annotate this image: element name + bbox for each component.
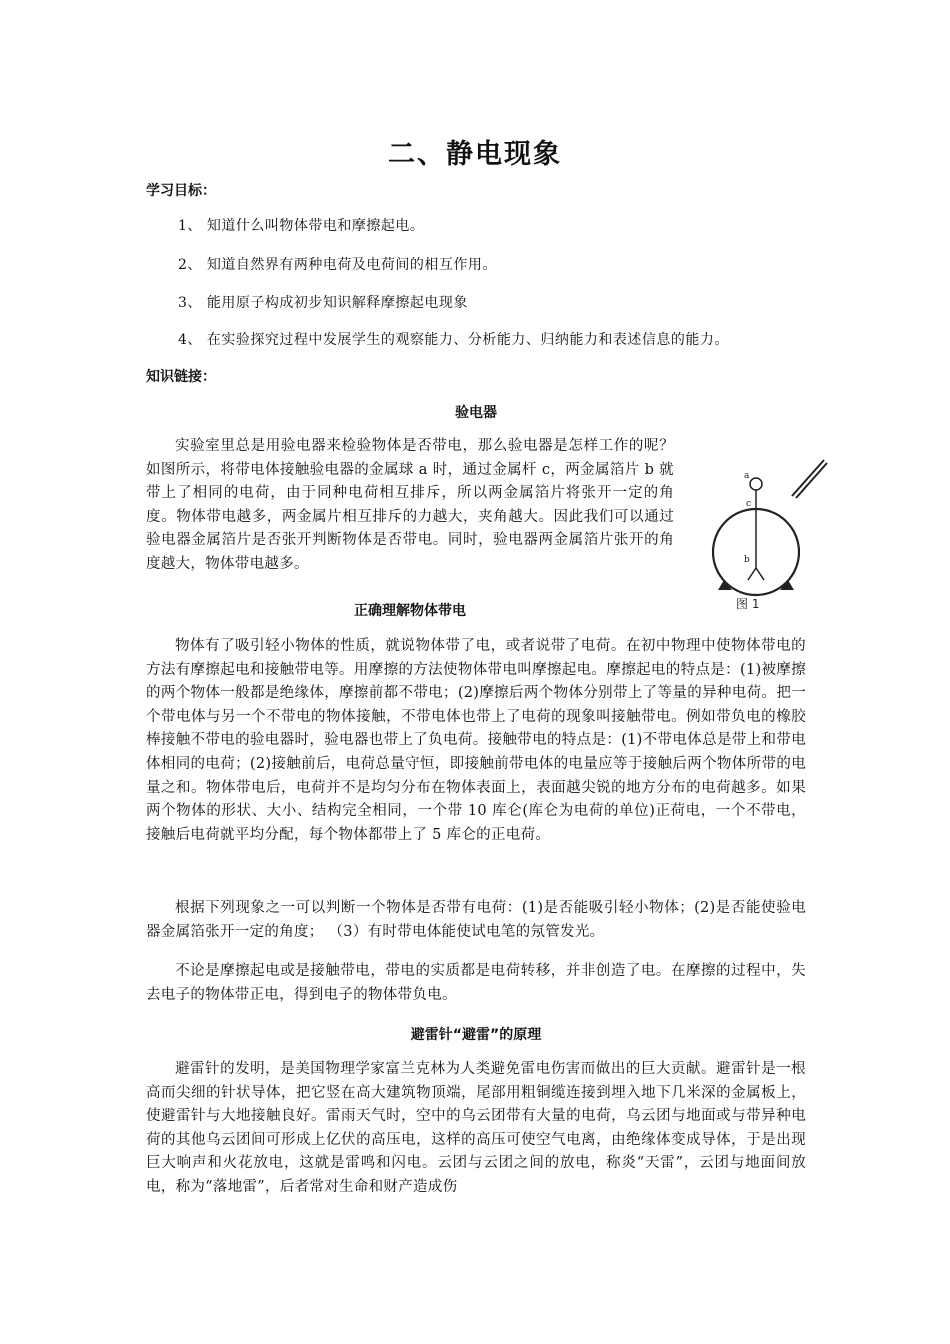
charging-paragraph-1: 物体有了吸引轻小物体的性质，就说物体带了电，或者说带了电荷。在初中物理中使物体带电的方法有摩擦起电和接触带电等。用摩擦的方法使物体带电叫摩擦起电。摩擦起电的特点是：(1)被摩擦的两个物体一般都是绝缘体，摩擦前都不带电；(2)摩擦后两个物体分别带上了等量的异种电荷。把一个带电体与另一个不带电的物体接触，不带电体也带上了电荷的现象叫接触带电。例如带负电的橡胶棒接触不带电的验电器时，验电器也带上了负电荷。接触带电的特点是：(1)不带电体总是带上和带电体相同的电荷；(2)接触前后，电荷总量守恒，即接触前带电体的电量应等于接触后两个物体所带的电量之和。物体带电后，电荷并不是均匀分布在物体表面上，表面越尖锐的地方分布的电荷越多。如果两个物体的形状、大小、结构完全相同，一个带 10 库仑(库仑为电荷的单位)正荷电，一个不带电，接触后电荷就平均分配，每个物体都带上了 5 库仑的正电荷。 <box>146 638 806 843</box>
electroscope-heading: 验电器 <box>455 405 497 421</box>
electroscope-figure <box>706 444 836 614</box>
charging-paragraph-2: 根据下列现象之一可以判断一个物体是否带有电荷：(1)是否能吸引轻小物体；(2)是否能使验电器金属箔张开一定的角度； （3）有时带电体能使试电笔的氖管发光。 <box>146 900 806 940</box>
figure-label-b: b <box>744 555 750 565</box>
charging-paragraph-3: 不论是摩擦起电或是接触带电，带电的实质都是电荷转移，并非创造了电。在摩擦的过程中，失去电子的物体带正电，得到电子的物体带负电。 <box>146 963 806 1003</box>
objective-item-2: 2、 知道自然界有两种电荷及电荷间的相互作用。 <box>178 257 497 273</box>
figure-label-a: a <box>744 471 750 481</box>
objectives-heading: 学习目标： <box>146 183 216 199</box>
knowledge-heading: 知识链接： <box>146 369 216 385</box>
objective-item-1: 1、 知道什么叫物体带电和摩擦起电。 <box>178 218 425 234</box>
lightning-rod-heading: 避雷针“避雷”的原理 <box>410 1027 542 1043</box>
charging-heading: 正确理解物体带电 <box>354 603 466 619</box>
objective-item-4: 4、 在实验探究过程中发展学生的观察能力、分析能力、归纳能力和表述信息的能力。 <box>178 332 729 348</box>
objective-item-3: 3、 能用原子构成初步知识解释摩擦起电现象 <box>178 295 468 311</box>
lightning-rod-paragraph: 避雷针的发明，是美国物理学家富兰克林为人类避免雷电伤害而做出的巨大贡献。避雷针是一根高而尖细的针状导体，把它竖在高大建筑物顶端，尾部用粗铜缆连接到埋入地下几米深的金属板上，使避雷针与大地接触良好。雷雨天气时，空中的乌云团带有大量的电荷，乌云团与地面或与带异种电荷的其他乌云团间可形成上亿伏的高压电，这样的高压可使空气电离，由绝缘体变成导体，于是出现巨大响声和火花放电，这就是雷鸣和闪电。云团与云团之间的放电，称炎“天雷”，云团与地面间放电，称为“落地雷”，后者常对生命和财产造成伤 <box>146 1061 806 1195</box>
figure-caption: 图 1 <box>736 597 760 611</box>
page-title: 二、静电现象 <box>388 139 562 170</box>
figure-label-c: c <box>746 499 752 509</box>
electroscope-paragraph: 实验室里总是用验电器来检验物体是否带电，那么验电器是怎样工作的呢？如图所示，将带电体接触验电器的金属球 a 时，通过金属杆 c，两金属箔片 b 就带上了相同的电荷，由于同种电荷相互排斥，所以两金属箔片将张开一定的角度。物体带电越多，两金属片相互排斥的力越大，夹角越大。因此我们可以通过验电器金属箔片是否张开判断物体是否带电。同时，验电器两金属箔片张开的角度越大，物体带电越多。 <box>146 438 674 572</box>
